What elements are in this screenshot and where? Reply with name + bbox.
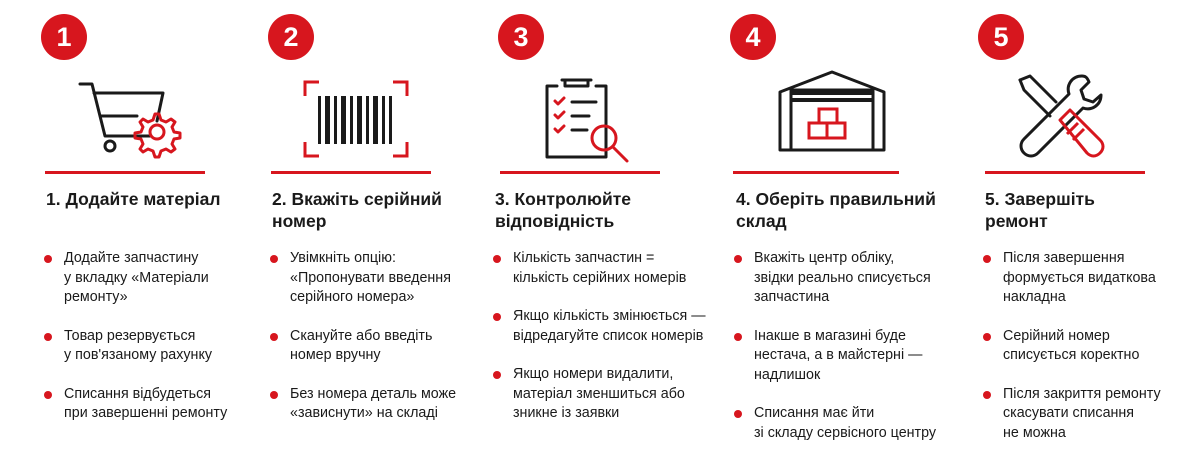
divider bbox=[985, 171, 1145, 174]
step-5 bbox=[938, 0, 1168, 466]
step-1 bbox=[0, 0, 230, 466]
bullet-list bbox=[734, 249, 949, 443]
step-number-badge: 3 bbox=[498, 14, 544, 60]
checklist-magnifier-icon bbox=[537, 70, 637, 170]
warehouse-icon bbox=[775, 62, 895, 162]
bullet-list bbox=[270, 249, 485, 424]
list-item: Товар резервується у пов'язаному рахунку bbox=[44, 327, 259, 366]
list-item: Без номера деталь може «зависнути» на складі bbox=[270, 385, 485, 424]
bullet-list bbox=[983, 249, 1198, 443]
step-number-badge: 5 bbox=[978, 14, 1024, 60]
cart-gear-icon bbox=[75, 76, 195, 176]
bullet-list bbox=[493, 249, 708, 424]
step-title: 1. Додайте матеріал bbox=[46, 189, 221, 209]
list-item: Після закриття ремонту скасувати списання не можна bbox=[983, 385, 1198, 444]
step-title: 4. Оберіть правильний склад bbox=[736, 189, 936, 231]
step-number-badge: 2 bbox=[268, 14, 314, 60]
barcode-icon bbox=[301, 78, 411, 168]
step-title: 5. Завершіть ремонт bbox=[985, 189, 1095, 231]
list-item: Списання має йти зі складу сервісного центру bbox=[734, 404, 949, 443]
step-title: 2. Вкажіть серійний номер bbox=[272, 189, 442, 231]
list-item: Скануйте або введіть номер вручну bbox=[270, 327, 485, 366]
list-item: Вкажіть центр обліку, звідки реально списується запчастина bbox=[734, 249, 949, 308]
step-number-badge: 1 bbox=[41, 14, 87, 60]
list-item: Якщо номери видалити, матеріал зменшиться або зникне із заявки bbox=[493, 365, 708, 424]
divider bbox=[271, 171, 431, 174]
divider bbox=[500, 171, 660, 174]
step-2 bbox=[228, 0, 458, 466]
list-item: Кількість запчастин = кількість серійних номерів bbox=[493, 249, 708, 288]
list-item: Після завершення формується видаткова накладна bbox=[983, 249, 1198, 308]
list-item: Списання відбудеться при завершенні ремонту bbox=[44, 385, 259, 424]
step-4 bbox=[687, 0, 937, 466]
list-item: Додайте запчастину у вкладку «Матеріали ремонту» bbox=[44, 249, 259, 308]
wrench-screwdriver-icon bbox=[1010, 68, 1110, 168]
list-item: Якщо кількість змінюється — відредагуйте список номерів bbox=[493, 307, 708, 346]
list-item: Серійний номер списується коректно bbox=[983, 327, 1198, 366]
divider bbox=[733, 171, 899, 174]
list-item: Увімкніть опцію: «Пропонувати введення серійного номера» bbox=[270, 249, 485, 308]
step-number-badge: 4 bbox=[730, 14, 776, 60]
list-item: Інакше в магазині буде нестача, а в майстерні — надлишок bbox=[734, 327, 949, 386]
bullet-list bbox=[44, 249, 259, 424]
step-3 bbox=[457, 0, 706, 466]
divider bbox=[45, 171, 205, 174]
step-title: 3. Контролюйте відповідність bbox=[495, 189, 632, 231]
